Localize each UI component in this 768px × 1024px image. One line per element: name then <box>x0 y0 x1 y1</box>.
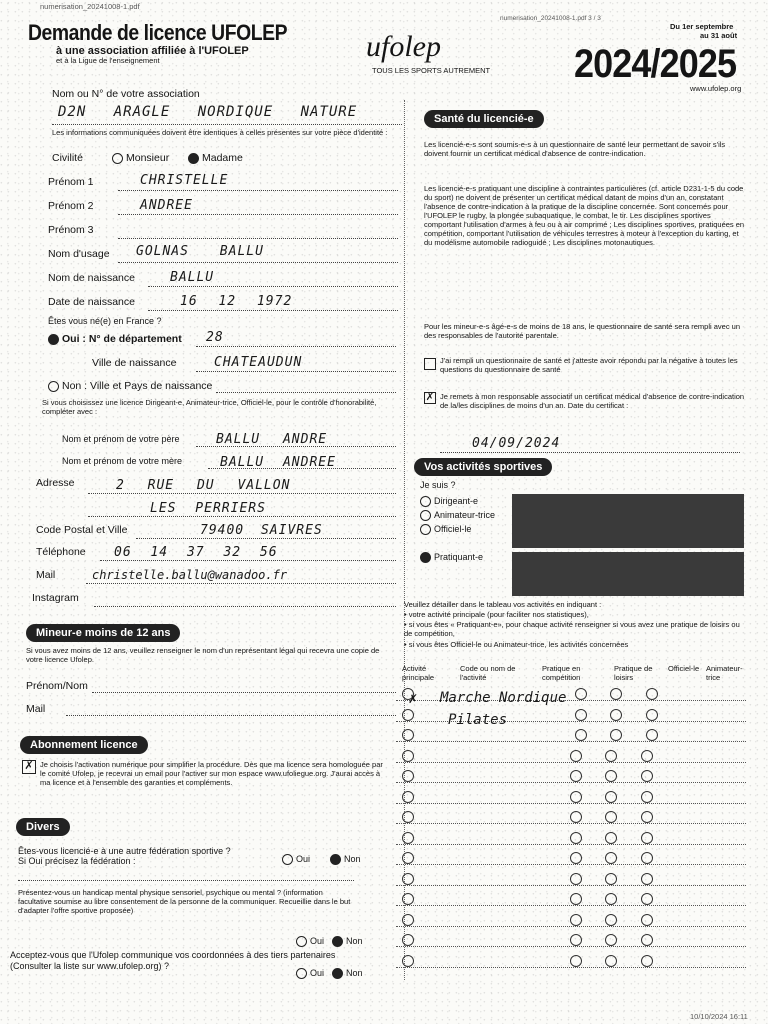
mineur-text: Si vous avez moins de 12 ans, veuillez renseigner le nom d'un représentant légal qui recevra une copie de votre licence Ufolep. <box>26 646 380 664</box>
sante-opt2-checkbox[interactable] <box>424 392 436 404</box>
activity-option-circle[interactable] <box>646 709 658 721</box>
radio-circle-icon <box>112 153 123 164</box>
mail-value[interactable]: christelle.ballu@wanadoo.fr <box>92 568 288 582</box>
activity-option-circle[interactable] <box>570 914 582 926</box>
radio-circle-icon <box>420 510 431 521</box>
principal-checkbox[interactable] <box>402 873 414 885</box>
activity-row-2-name[interactable]: Pilates <box>448 712 508 728</box>
monsieur-label: Monsieur <box>126 152 170 164</box>
radio-circle-icon <box>296 936 307 947</box>
activity-option-circle[interactable] <box>641 770 653 782</box>
radio-non-france[interactable] <box>48 380 212 392</box>
sante-opt2: Je remets à mon responsable associatif un certificat médical d'absence de contre-indication de la/les disciplines de moins d'un an. Date du certificat : <box>440 392 745 410</box>
pere-label: Nom et prénom de votre père <box>62 434 180 444</box>
activity-option-circle[interactable] <box>605 832 617 844</box>
departement-value[interactable]: 28 <box>206 330 224 345</box>
principal-checkbox[interactable] <box>402 811 414 823</box>
activity-option-circle[interactable] <box>610 729 622 741</box>
form-title: Demande de licence UFOLEP <box>28 20 288 45</box>
activity-option-circle[interactable] <box>605 955 617 967</box>
principal-checkbox[interactable] <box>402 750 414 762</box>
activity-option-circle[interactable] <box>570 811 582 823</box>
principal-mark-icon: ✗ <box>408 692 419 706</box>
activites-section-title: Vos activités sportives <box>414 458 552 476</box>
sante-section-title: Santé du licencié-e <box>424 110 544 128</box>
prenom2-value[interactable]: ANDREE <box>140 198 193 213</box>
role-animateur[interactable] <box>420 510 495 521</box>
nom-naissance-label: Nom de naissance <box>48 272 135 284</box>
activity-option-circle[interactable] <box>610 688 622 700</box>
activity-option-circle[interactable] <box>605 873 617 885</box>
table-row-line <box>396 844 746 845</box>
tel-label: Téléphone <box>36 546 86 558</box>
association-value[interactable]: D2N ARAGLE NORDIQUE NATURE <box>58 104 358 120</box>
role-officiel[interactable] <box>420 524 471 535</box>
sante-opt1-checkbox[interactable] <box>424 358 436 370</box>
ville-naissance-label: Ville de naissance <box>92 357 177 369</box>
federation-line <box>18 880 354 881</box>
activity-option-circle[interactable] <box>641 955 653 967</box>
radio-circle-icon <box>420 496 431 507</box>
pere-value[interactable]: BALLU ANDRE <box>216 432 328 447</box>
activity-option-circle[interactable] <box>641 832 653 844</box>
adresse-line-2 <box>88 516 396 517</box>
table-row-line <box>396 967 746 968</box>
activity-option-circle[interactable] <box>646 729 658 741</box>
activity-option-circle[interactable] <box>575 729 587 741</box>
association-label: Nom ou N° de votre association <box>52 88 200 100</box>
table-row-line <box>396 905 746 906</box>
prenom1-label: Prénom 1 <box>48 176 94 188</box>
cp-label: Code Postal et Ville <box>36 524 128 536</box>
role-officiel-label: Officiel-le <box>434 524 472 534</box>
website: www.ufolep.org <box>690 84 742 93</box>
mere-value[interactable]: BALLU ANDREE <box>220 455 336 470</box>
activity-option-circle[interactable] <box>641 934 653 946</box>
activity-option-circle[interactable] <box>570 934 582 946</box>
nom-usage-label: Nom d'usage <box>48 248 110 260</box>
activity-option-circle[interactable] <box>641 791 653 803</box>
q2-non[interactable] <box>332 936 363 947</box>
q3-non-label: Non <box>346 968 363 978</box>
radio-checked-icon <box>332 936 343 947</box>
tableau-intro: Veuillez détailler dans le tableau vos activités en indiquant : <box>404 600 602 609</box>
cp-line <box>136 538 396 539</box>
divers-section-title: Divers <box>16 818 70 836</box>
col-code-activite: Code ou nom de l'activité <box>460 664 516 682</box>
divers-q1: Êtes-vous licencié-e à une autre fédération sportive ? <box>18 846 231 856</box>
q3-oui-label: Oui <box>310 968 325 978</box>
prenom3-label: Prénom 3 <box>48 224 94 236</box>
mineur-prenom-line <box>92 692 396 693</box>
radio-checked-icon <box>332 968 343 979</box>
date-naissance-value[interactable]: 16 12 1972 <box>180 294 293 309</box>
role-info-block-1 <box>512 494 744 548</box>
cp-value[interactable]: 79400 SAIVRES <box>200 523 323 538</box>
q1-oui-label: Oui <box>296 854 311 864</box>
radio-circle-icon <box>282 854 293 865</box>
ville-pays-line <box>216 392 396 393</box>
principal-checkbox[interactable] <box>402 729 414 741</box>
intro-line-3: • si vous êtes Officiel-le ou Animateur-trice, les activités concernées <box>404 640 629 649</box>
madame-label: Madame <box>202 152 243 164</box>
je-suis-label: Je suis ? <box>420 480 456 490</box>
date-naissance-line <box>148 310 398 311</box>
departement-line <box>196 346 396 347</box>
ville-naissance-value[interactable]: CHATEAUDUN <box>214 355 303 370</box>
divers-q2: Présentez-vous un handicap mental physique sensoriel, psychique ou mental ? (information facultative soumise au libre consentement de la personne de la communiquer. Recueillie dans le but d'adapter l'offre sportive proposée) <box>18 888 351 915</box>
mineur-section-title: Mineur-e moins de 12 ans <box>26 624 180 642</box>
activity-option-circle[interactable] <box>570 893 582 905</box>
q3-oui[interactable] <box>296 968 324 979</box>
prenom3-line <box>118 238 398 239</box>
tel-line <box>100 560 396 561</box>
col-competition: Pratique en compétition <box>542 664 581 682</box>
identity-note: Les informations communiquées doivent être identiques à celles présentes sur votre pièce d'identité : <box>52 128 388 137</box>
season-date-to: au 31 août <box>700 31 738 40</box>
activity-option-circle[interactable] <box>570 955 582 967</box>
activity-option-circle[interactable] <box>570 750 582 762</box>
radio-madame[interactable] <box>188 152 243 164</box>
radio-circle-icon <box>296 968 307 979</box>
mail-line <box>86 583 396 584</box>
principal-checkbox[interactable] <box>402 934 414 946</box>
principal-checkbox[interactable] <box>402 709 414 721</box>
activity-option-circle[interactable] <box>605 934 617 946</box>
season-date-from: Du 1er septembre <box>670 22 734 31</box>
q2-non-label: Non <box>346 936 363 946</box>
activity-option-circle[interactable] <box>605 914 617 926</box>
table-row-line <box>396 926 746 927</box>
instagram-line <box>94 606 396 607</box>
intro-line-2: • si vous êtes « Pratiquant-e», pour chaque activité renseigner si vous avez une pratique de loisirs ou de compétition, <box>404 620 740 638</box>
q1-non[interactable] <box>330 854 361 865</box>
activity-option-circle[interactable] <box>570 832 582 844</box>
adresse-line-1 <box>88 493 396 494</box>
role-info-block-2 <box>512 552 744 596</box>
scan-filename-right: numerisation_20241008-1.pdf 3 / 3 <box>500 15 601 22</box>
activity-option-circle[interactable] <box>605 811 617 823</box>
date-certificat-value[interactable]: 04/09/2024 <box>472 436 561 451</box>
scan-datetime: 10/10/2024 16:11 <box>690 1012 748 1021</box>
activity-option-circle[interactable] <box>605 893 617 905</box>
table-row-line <box>396 885 746 886</box>
mere-label: Nom et prénom de votre mère <box>62 456 183 466</box>
radio-checked-icon <box>48 334 59 345</box>
non-france-label: Non : Ville et Pays de naissance <box>62 380 213 392</box>
oui-france-label: Oui : N° de département <box>62 333 182 345</box>
radio-oui-france[interactable] <box>48 333 182 345</box>
q1-non-label: Non <box>344 854 361 864</box>
principal-checkbox[interactable] <box>402 914 414 926</box>
form-subtitle-2: et à la Ligue de l'enseignement <box>56 56 160 65</box>
activity-option-circle[interactable] <box>641 914 653 926</box>
q3-non[interactable] <box>332 968 363 979</box>
col-loisirs: Pratique de loisirs <box>614 664 653 682</box>
nom-usage-value[interactable]: GOLNAS BALLU <box>136 244 264 259</box>
checkmark-icon: ✗ <box>425 392 435 403</box>
radio-circle-icon <box>48 381 59 392</box>
table-row-line <box>396 946 746 947</box>
date-certificat-line <box>440 452 740 453</box>
radio-circle-icon <box>420 524 431 535</box>
activity-option-circle[interactable] <box>641 811 653 823</box>
activity-option-circle[interactable] <box>605 770 617 782</box>
activity-option-circle[interactable] <box>570 791 582 803</box>
france-question: Êtes vous né(e) en France ? <box>48 316 162 326</box>
table-row-line <box>396 762 746 763</box>
form-subtitle: à une association affiliée à l'UFOLEP <box>56 45 249 57</box>
activity-option-circle[interactable] <box>646 688 658 700</box>
prenom1-line <box>118 190 398 191</box>
adresse-value-1[interactable]: 2 RUE DU VALLON <box>116 478 291 493</box>
honorabilite-note: Si vous choisissez une licence Dirigeant-e, Animateur-trice, Officiel-le, pour le contrôle d'honorabilité, compléter avec : <box>42 398 377 416</box>
principal-checkbox[interactable] <box>402 852 414 864</box>
principal-checkbox[interactable] <box>402 955 414 967</box>
role-pratiquant-label: Pratiquant-e <box>434 552 484 562</box>
activity-option-circle[interactable] <box>610 709 622 721</box>
prenom2-line <box>118 214 398 215</box>
col-activite-principale: Activité principale <box>402 664 435 682</box>
prenom2-label: Prénom 2 <box>48 200 94 212</box>
q1-oui[interactable] <box>282 854 310 865</box>
role-animateur-label: Animateur-trice <box>434 510 496 520</box>
table-row-line <box>396 864 746 865</box>
civilite-label: Civilité <box>52 152 83 164</box>
intro-line-1: • votre activité principale (pour faciliter nos statistiques), <box>404 610 589 619</box>
prenom1-value[interactable]: CHRISTELLE <box>140 173 229 188</box>
role-dirigeant-label: Dirigeant-e <box>434 496 479 506</box>
q2-oui[interactable] <box>296 936 324 947</box>
activity-row-1-name[interactable]: Marche Nordique <box>440 690 567 706</box>
mail-label: Mail <box>36 569 56 581</box>
activity-option-circle[interactable] <box>605 750 617 762</box>
table-row-line <box>396 782 746 783</box>
radio-checked-icon <box>330 854 341 865</box>
divers-q1b: Si Oui précisez la fédération : <box>18 856 136 866</box>
activity-option-circle[interactable] <box>605 852 617 864</box>
principal-checkbox[interactable] <box>402 832 414 844</box>
tel-value[interactable]: 06 14 37 32 56 <box>114 545 278 560</box>
activity-option-circle[interactable] <box>570 770 582 782</box>
activity-option-circle[interactable] <box>605 791 617 803</box>
logo-tagline: TOUS LES SPORTS AUTREMENT <box>372 66 491 75</box>
sante-opt1: J'ai rempli un questionnaire de santé et j'atteste avoir répondu par la négative à toutes les questions du questionnaire de santé <box>440 356 738 374</box>
activity-option-circle[interactable] <box>570 873 582 885</box>
activity-option-circle[interactable] <box>575 709 587 721</box>
principal-checkbox[interactable] <box>402 791 414 803</box>
table-row-line <box>396 741 746 742</box>
ville-naissance-line <box>196 371 396 372</box>
instagram-label: Instagram <box>32 592 79 604</box>
activity-option-circle[interactable] <box>641 750 653 762</box>
activity-option-circle[interactable] <box>641 893 653 905</box>
radio-checked-icon <box>420 552 431 563</box>
column-divider <box>404 100 405 980</box>
abonnement-checkbox[interactable] <box>22 760 36 774</box>
mineur-mail-label: Mail <box>26 703 46 715</box>
ufolep-logo: ufolep <box>366 30 441 63</box>
mineur-prenom-label: Prénom/Nom <box>26 680 88 692</box>
table-row-line <box>396 803 746 804</box>
activity-option-circle[interactable] <box>641 852 653 864</box>
role-pratiquant[interactable] <box>420 552 483 563</box>
nom-usage-line <box>118 262 398 263</box>
activity-option-circle[interactable] <box>641 873 653 885</box>
nom-naissance-line <box>148 286 398 287</box>
adresse-label: Adresse <box>36 477 75 489</box>
activity-option-circle[interactable] <box>570 852 582 864</box>
season-label: 2024/2025 <box>574 42 737 86</box>
radio-checked-icon <box>188 153 199 164</box>
date-naissance-label: Date de naissance <box>48 296 135 308</box>
adresse-value-2[interactable]: LES PERRIERS <box>150 501 266 516</box>
scan-filename: numerisation_20241008-1.pdf <box>40 2 140 11</box>
sante-p3: Pour les mineur-e-s âgé-e-s de moins de 18 ans, le questionnaire de santé sera rempli avec un des responsables de l'autorité parentale. <box>424 322 741 340</box>
abonnement-section-title: Abonnement licence <box>20 736 148 754</box>
principal-checkbox[interactable] <box>402 770 414 782</box>
mineur-mail-line <box>66 715 396 716</box>
abonnement-text: Je choisis l'activation numérique pour simplifier la procédure. Dès que ma licence sera homologuée par le comité Ufolep, je recevrai un email pour l'activer sur mon espace www.ufoliegue.org. J'aurai accès à ma licence et à l'ensemble des garanties et compléments. <box>40 760 383 787</box>
nom-naissance-value[interactable]: BALLU <box>170 270 215 285</box>
sante-p1: Les licencié-e-s sont soumis-e-s à un questionnaire de santé leur permettant de savoir s'ils doivent fournir un certificat médical d'absence de contre-indication. <box>424 140 726 158</box>
col-officiel: Officiel-le <box>668 664 700 673</box>
divers-q3: Acceptez-vous que l'Ufolep communique vos coordonnées à des tiers partenaires (Consulter la liste sur www.ufolep.org) ? <box>10 950 336 971</box>
q2-oui-label: Oui <box>310 936 325 946</box>
radio-monsieur[interactable] <box>112 152 169 164</box>
role-dirigeant[interactable] <box>420 496 478 507</box>
activity-option-circle[interactable] <box>575 688 587 700</box>
checkmark-icon: ✗ <box>24 760 34 772</box>
principal-checkbox[interactable] <box>402 893 414 905</box>
col-animateur: Animateur-trice <box>706 664 743 682</box>
table-row-line <box>396 823 746 824</box>
sante-p2: Les licencié-e-s pratiquant une discipline à contraintes particulières (cf. article D231-1-5 du code du sport) ne doivent de présenter un certificat médical datant de moins d'un an, constatant l'absence de contre-indication à la pratique de la discipline concernée. Sont concernés pour l'UFOLEP le rugby, la plongée subaquatique, le combat, le tir. Les disciplines sportives comportant l'utilisation d'armes à feu ou à air comprimé ; Les disciplines sportives, pratiquées en compétition, comportant l'utilisation de véhicules terrestres à moteur à l'exception du karting, et du modélisme automobile radioguidé ; Les disciplines motonautiques. <box>424 184 745 247</box>
